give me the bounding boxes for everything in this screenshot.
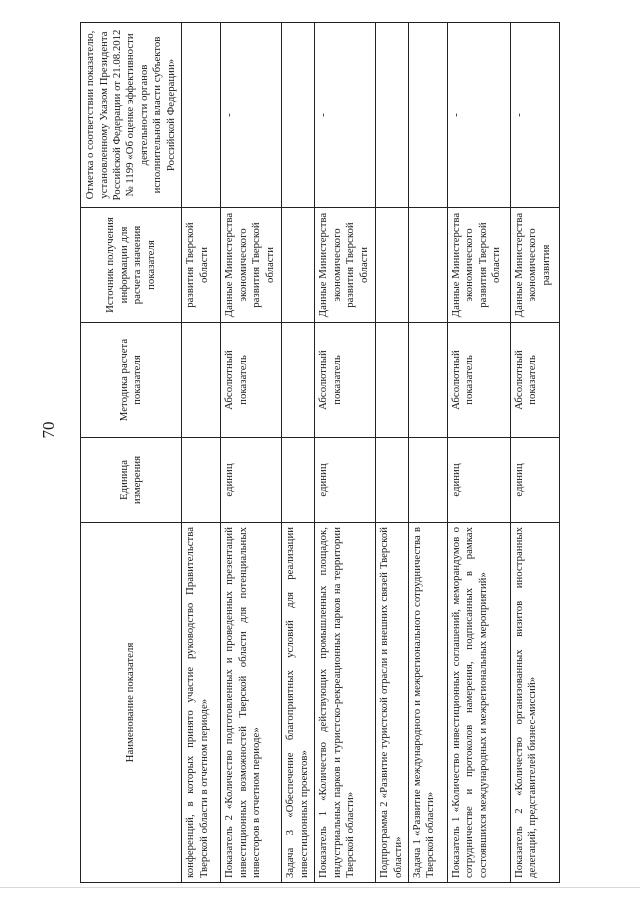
row-unit	[408, 437, 447, 522]
row-method: Абсолютный показатель	[447, 322, 510, 437]
table-header-row	[81, 22, 182, 882]
page-number: 70	[39, 421, 58, 439]
row-method: Абсолютный показатель	[510, 322, 559, 437]
row-note: -	[221, 22, 282, 207]
table-row	[221, 22, 282, 882]
table-row	[408, 22, 447, 882]
row-name: Задача 1 «Развитие международного и межрегионального сотрудничества в Тверской области»	[408, 522, 447, 882]
rotated-table-wrapper	[80, 23, 560, 883]
indicators-table	[80, 22, 560, 883]
row-source	[282, 207, 315, 322]
row-source: Данные Министерства экономического развития	[510, 207, 559, 322]
row-method	[282, 322, 315, 437]
table-row	[510, 22, 559, 882]
row-note: -	[447, 22, 510, 207]
header-unit: Единица измерения	[81, 437, 182, 522]
table-row	[315, 22, 376, 882]
row-name: Подпрограмма 2 «Развитие туристской отрасли и внешних связей Тверской области»	[376, 522, 409, 882]
row-unit	[376, 437, 409, 522]
row-source	[408, 207, 447, 322]
table-row	[376, 22, 409, 882]
row-note: -	[315, 22, 376, 207]
row-method	[182, 322, 221, 437]
scan-edge-line	[0, 887, 640, 888]
table-row	[282, 22, 315, 882]
row-method: Абсолютный показатель	[315, 322, 376, 437]
row-source: Данные Министерства экономического развития Тверской области	[315, 207, 376, 322]
row-unit	[182, 437, 221, 522]
header-note: Отметка о соответствии показателю, установленному Указом Президента Российской Федерации от 21.08.2012 № 1199 «Об оценке эффективности деятельности органов исполнительной власти субъектов Российской Федерации»	[81, 22, 182, 207]
row-unit: единиц	[447, 437, 510, 522]
row-source: Данные Министерства экономического развития Тверской области	[221, 207, 282, 322]
row-name: конференций, в которых принято участие руководство Правительства Тверской области в отчетном периоде»	[182, 522, 221, 882]
row-source: развития Тверской области	[182, 207, 221, 322]
row-source	[376, 207, 409, 322]
row-source: Данные Министерства экономического развития Тверской области	[447, 207, 510, 322]
row-name: Показатель 2 «Количество подготовленных и проведенных презентаций инвестиционных возможностей Тверской области для потенциальных инвесторов в отчетном периоде»	[221, 522, 282, 882]
header-name: Наименование показателя	[81, 522, 182, 882]
row-note	[376, 22, 409, 207]
table-row	[182, 22, 221, 882]
row-note	[182, 22, 221, 207]
row-note	[408, 22, 447, 207]
row-unit: единиц	[221, 437, 282, 522]
row-name: Задача 3 «Обеспечение благоприятных условий для реализации инвестиционных проектов»	[282, 522, 315, 882]
row-note: -	[510, 22, 559, 207]
row-method	[376, 322, 409, 437]
row-unit: единиц	[315, 437, 376, 522]
header-method: Методика расчета показателя	[81, 322, 182, 437]
row-method: Абсолютный показатель	[221, 322, 282, 437]
row-name: Показатель 2 «Количество организованных визитов иностранных делегаций, представителей бизнес-миссий»	[510, 522, 559, 882]
row-name: Показатель 1 «Количество инвестиционных соглашений, меморандумов о сотрудничестве и протоколов намерения, подписанных в рамках состоявшихся международных и межрегиональных мероприятий»	[447, 522, 510, 882]
row-note	[282, 22, 315, 207]
row-name: Показатель 1 «Количество действующих промышленных площадок, индустриальных парков и туристско-рекреационных парков на территории Тверской области»	[315, 522, 376, 882]
row-method	[408, 322, 447, 437]
row-unit: единиц	[510, 437, 559, 522]
row-unit	[282, 437, 315, 522]
header-source: Источник получения информации для расчета значения показателя	[81, 207, 182, 322]
table-row	[447, 22, 510, 882]
